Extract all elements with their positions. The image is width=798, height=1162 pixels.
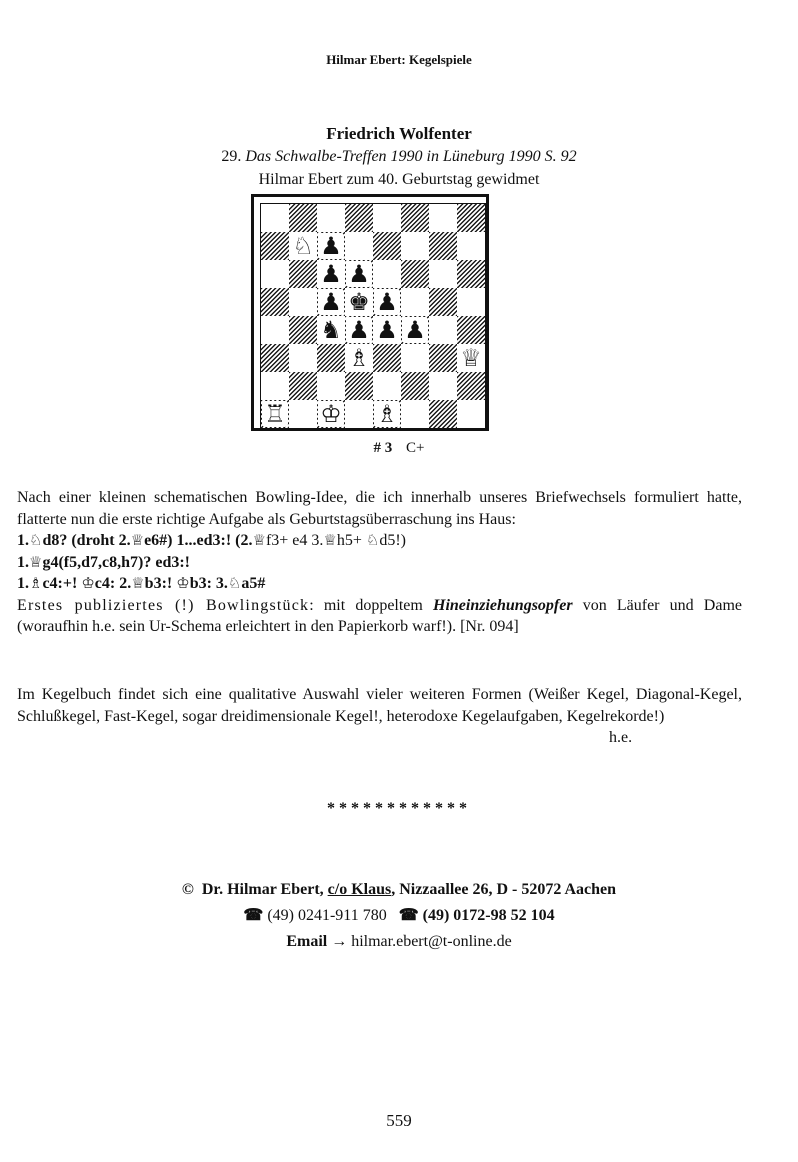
square-h7 — [457, 232, 485, 260]
chess-board — [260, 203, 486, 429]
square-e1 — [373, 400, 401, 428]
square-d2 — [345, 372, 373, 400]
square-f5 — [401, 288, 429, 316]
solution-line-1: 1.♘d8? (droht 2.♕e6#) 1...ed3:! (2.♕f3+ e4 3.♕h5+ ♘d5!) — [17, 531, 406, 549]
chess-piece-icon: ♕ — [458, 345, 484, 371]
signature: h.e. — [609, 729, 633, 746]
chess-piece-icon: ♟ — [374, 289, 400, 315]
intro-paragraph: Nach einer kleinen schematischen Bowling-Idee, die ich innerhalb unseres Briefwechsels formuliert hatte, flatterte nun die erste richtige Aufgabe als Geburtstagsüberraschung ins Haus: — [17, 489, 742, 528]
queen-figurine-icon: ♕ — [131, 574, 145, 592]
chess-piece-icon: ♗ — [374, 401, 400, 427]
square-b4 — [289, 316, 317, 344]
square-a4 — [261, 316, 289, 344]
square-a2 — [261, 372, 289, 400]
knight-figurine-icon: ♘ — [365, 531, 380, 549]
square-f2 — [401, 372, 429, 400]
square-g7 — [429, 232, 457, 260]
square-a6 — [261, 260, 289, 288]
source-publication: Das Schwalbe-Treffen 1990 in Lüneburg 1990 S. 92 — [245, 148, 577, 165]
contact-email: Email → hilmar.ebert@t-online.de — [286, 933, 512, 950]
arrow-icon: → — [331, 933, 348, 950]
queen-figurine-icon: ♕ — [252, 531, 266, 549]
square-g1 — [429, 400, 457, 428]
contact-block — [0, 877, 798, 955]
square-e4 — [373, 316, 401, 344]
chess-piece-icon: ♟ — [346, 317, 372, 343]
phone-icon: ☎ — [243, 907, 264, 924]
square-d4 — [345, 316, 373, 344]
square-c7 — [317, 232, 345, 260]
chess-piece-icon: ♖ — [262, 401, 288, 427]
chess-piece-icon: ♚ — [346, 289, 372, 315]
square-a3 — [261, 344, 289, 372]
stipulation-mate: # 3 — [373, 440, 393, 456]
square-e7 — [373, 232, 401, 260]
solution-block — [17, 530, 742, 638]
stipulation — [0, 440, 798, 457]
square-f7 — [401, 232, 429, 260]
square-b8 — [289, 204, 317, 232]
square-a5 — [261, 288, 289, 316]
square-b3 — [289, 344, 317, 372]
chess-diagram — [251, 194, 489, 431]
square-c3 — [317, 344, 345, 372]
square-d1 — [345, 400, 373, 428]
knight-figurine-icon: ♘ — [227, 574, 242, 592]
square-e6 — [373, 260, 401, 288]
problem-number: 29. — [221, 148, 242, 165]
square-h3 — [457, 344, 485, 372]
square-b5 — [289, 288, 317, 316]
square-g5 — [429, 288, 457, 316]
solution-line-2: 1.♕g4(f5,d7,c8,h7)? ed3:! — [17, 552, 190, 571]
square-h2 — [457, 372, 485, 400]
separator-stars: ************ — [327, 800, 471, 817]
chess-piece-icon: ♟ — [318, 261, 344, 287]
square-a8 — [261, 204, 289, 232]
computer-tested-mark: C+ — [406, 440, 425, 456]
problem-source — [0, 148, 798, 166]
square-e3 — [373, 344, 401, 372]
square-f1 — [401, 400, 429, 428]
queen-figurine-icon: ♕ — [29, 552, 43, 571]
square-g6 — [429, 260, 457, 288]
copyright-icon: © — [181, 881, 194, 898]
square-d6 — [345, 260, 373, 288]
composer-name: Friedrich Wolfenter — [326, 124, 472, 143]
dedication: Hilmar Ebert zum 40. Geburtstag gewidmet — [258, 171, 540, 188]
chess-piece-icon: ♟ — [374, 317, 400, 343]
square-d5 — [345, 288, 373, 316]
king-figurine-icon: ♔ — [81, 574, 95, 592]
chess-piece-icon: ♞ — [318, 317, 344, 343]
solution-line-3: 1.♗c4:+! ♔c4: 2.♕b3:! ♔b3: 3.♘a5# — [17, 574, 266, 592]
chess-piece-icon: ♘ — [290, 233, 316, 259]
running-header: Hilmar Ebert: Kegelspiele — [326, 52, 472, 67]
square-h4 — [457, 316, 485, 344]
square-d3 — [345, 344, 373, 372]
chess-piece-icon: ♟ — [346, 261, 372, 287]
queen-figurine-icon: ♕ — [323, 531, 337, 549]
chess-piece-icon: ♔ — [318, 401, 344, 427]
square-h5 — [457, 288, 485, 316]
square-c4 — [317, 316, 345, 344]
square-d8 — [345, 204, 373, 232]
contact-phones: ☎ (49) 0241-911 780 ☎ (49) 0172-98 52 104 — [243, 907, 555, 924]
square-g8 — [429, 204, 457, 232]
square-g2 — [429, 372, 457, 400]
square-b1 — [289, 400, 317, 428]
page-number: 559 — [386, 1111, 412, 1130]
knight-figurine-icon: ♘ — [29, 531, 43, 549]
chess-piece-icon: ♟ — [318, 233, 344, 259]
chess-piece-icon: ♟ — [318, 289, 344, 315]
square-e2 — [373, 372, 401, 400]
queen-figurine-icon: ♕ — [130, 531, 145, 549]
square-h8 — [457, 204, 485, 232]
square-g4 — [429, 316, 457, 344]
square-a1 — [261, 400, 289, 428]
square-f6 — [401, 260, 429, 288]
chess-piece-icon: ♗ — [346, 345, 372, 371]
contact-address: © Dr. Hilmar Ebert, c/o Klaus, Nizzaallee 26, D - 52072 Aachen — [181, 881, 617, 898]
square-e5 — [373, 288, 401, 316]
square-h6 — [457, 260, 485, 288]
square-c2 — [317, 372, 345, 400]
square-b6 — [289, 260, 317, 288]
square-f8 — [401, 204, 429, 232]
square-b2 — [289, 372, 317, 400]
square-c1 — [317, 400, 345, 428]
square-f3 — [401, 344, 429, 372]
square-b7 — [289, 232, 317, 260]
square-g3 — [429, 344, 457, 372]
chess-piece-icon: ♟ — [402, 317, 428, 343]
solution-comment: Erstes publiziertes (!) Bowlingstück: mit doppeltem Hineinziehungsopfer von Läufer und Dame (woraufhin h.e. sein Ur-Schema erleichtert in den Papierkorb warf!). [Nr. 094] — [17, 596, 742, 635]
square-a7 — [261, 232, 289, 260]
bishop-figurine-icon: ♗ — [29, 574, 43, 592]
square-c8 — [317, 204, 345, 232]
square-c6 — [317, 260, 345, 288]
square-e8 — [373, 204, 401, 232]
square-d7 — [345, 232, 373, 260]
square-f4 — [401, 316, 429, 344]
king-figurine-icon: ♔ — [176, 574, 190, 592]
outro-paragraph: Im Kegelbuch findet sich eine qualitative Auswahl vieler weiteren Formen (Weißer Kegel, Diagonal-Kegel, Schlußkegel, Fast-Kegel, sogar dreidimensionale Kegel!, heterodoxe Kegelaufgaben, Kegelrekorde!) h.e. — [17, 684, 742, 727]
square-c5 — [317, 288, 345, 316]
phone-icon: ☎ — [398, 907, 419, 924]
square-h1 — [457, 400, 485, 428]
email-link[interactable]: hilmar.ebert@t-online.de — [351, 933, 512, 950]
